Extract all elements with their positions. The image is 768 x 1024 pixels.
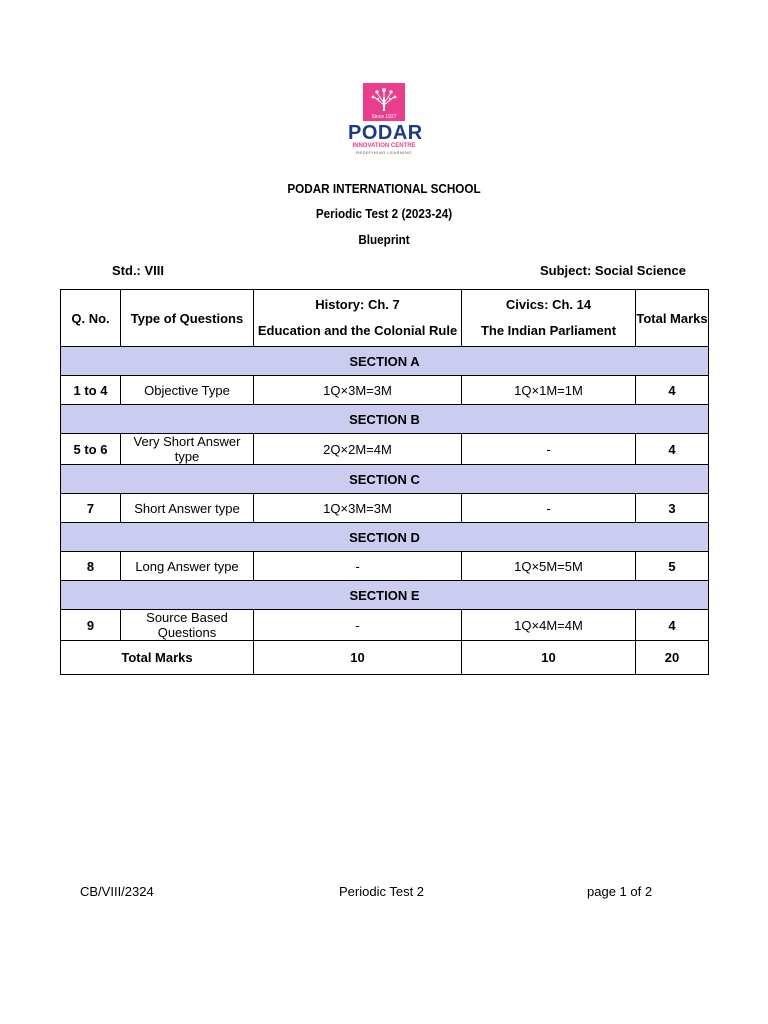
- cell-type: Objective Type: [121, 376, 254, 405]
- section-title: SECTION B: [61, 405, 709, 434]
- header-civics: [462, 290, 636, 347]
- cell-total: 4: [636, 434, 709, 465]
- totals-grand: 20: [636, 641, 709, 675]
- header-qno: Q. No.: [61, 290, 121, 347]
- section-row: [61, 581, 709, 610]
- section-title: SECTION A: [61, 347, 709, 376]
- totals-row: [61, 641, 709, 675]
- cell-total: 4: [636, 376, 709, 405]
- cell-history: -: [254, 552, 462, 581]
- blueprint-table: [60, 289, 709, 675]
- section-title: SECTION E: [61, 581, 709, 610]
- tree-logo-icon: [363, 83, 405, 121]
- section-title: SECTION C: [61, 465, 709, 494]
- cell-total: 5: [636, 552, 709, 581]
- table-row: [61, 494, 709, 523]
- cell-civics: -: [462, 494, 636, 523]
- cell-history: 2Q×2M=4M: [254, 434, 462, 465]
- header-civics-line1: Civics: Ch. 14: [505, 297, 592, 312]
- cell-civics: 1Q×1M=1M: [462, 376, 636, 405]
- section-title: SECTION D: [61, 523, 709, 552]
- footer-code: CB/VIII/2324: [80, 884, 154, 899]
- cell-type: Source Based Questions: [121, 610, 254, 641]
- subject-label: Subject: Social Science: [540, 263, 686, 278]
- section-row: [61, 347, 709, 376]
- table-row: [61, 376, 709, 405]
- exam-title: Periodic Test 2 (2023-24): [315, 206, 453, 221]
- cell-history: 1Q×3M=3M: [254, 494, 462, 523]
- totals-civics: 10: [462, 641, 636, 675]
- table-row: [61, 434, 709, 465]
- header-civics-line2: The Indian Parliament: [480, 323, 617, 338]
- standard-label: Std.: VIII: [112, 263, 164, 278]
- cell-type: Long Answer type: [121, 552, 254, 581]
- cell-type: Very Short Answer type: [121, 434, 254, 465]
- header-total: Total Marks: [636, 290, 709, 347]
- header-history-line2: Education and the Colonial Rule: [257, 323, 458, 338]
- header-type: Type of Questions: [121, 290, 254, 347]
- school-logo: [348, 83, 423, 156]
- logo-tagline: REDEFINING LEARNING: [356, 150, 412, 155]
- section-row: [61, 523, 709, 552]
- logo-since: Since 1927: [371, 114, 397, 120]
- cell-history: 1Q×3M=3M: [254, 376, 462, 405]
- footer-page: page 1 of 2: [587, 884, 653, 899]
- totals-history: 10: [254, 641, 462, 675]
- cell-qno: 1 to 4: [61, 376, 121, 405]
- cell-qno: 7: [61, 494, 121, 523]
- table-row: [61, 610, 709, 641]
- cell-civics: 1Q×5M=5M: [462, 552, 636, 581]
- table-header-row: [61, 290, 709, 347]
- cell-civics: -: [462, 434, 636, 465]
- cell-qno: 5 to 6: [61, 434, 121, 465]
- logo-subtitle: INNOVATION CENTRE: [352, 143, 416, 149]
- cell-type: Short Answer type: [121, 494, 254, 523]
- header-history-line1: History: Ch. 7: [315, 297, 400, 312]
- cell-history: -: [254, 610, 462, 641]
- school-name: PODAR INTERNATIONAL SCHOOL: [287, 181, 481, 196]
- cell-qno: 8: [61, 552, 121, 581]
- footer-title: Periodic Test 2: [339, 884, 425, 899]
- cell-total: 4: [636, 610, 709, 641]
- cell-qno: 9: [61, 610, 121, 641]
- totals-label: Total Marks: [61, 641, 254, 675]
- section-row: [61, 465, 709, 494]
- table-row: [61, 552, 709, 581]
- logo-name: PODAR: [348, 122, 423, 144]
- doc-type: Blueprint: [358, 232, 410, 247]
- cell-total: 3: [636, 494, 709, 523]
- header-history: [254, 290, 462, 347]
- section-row: [61, 405, 709, 434]
- cell-civics: 1Q×4M=4M: [462, 610, 636, 641]
